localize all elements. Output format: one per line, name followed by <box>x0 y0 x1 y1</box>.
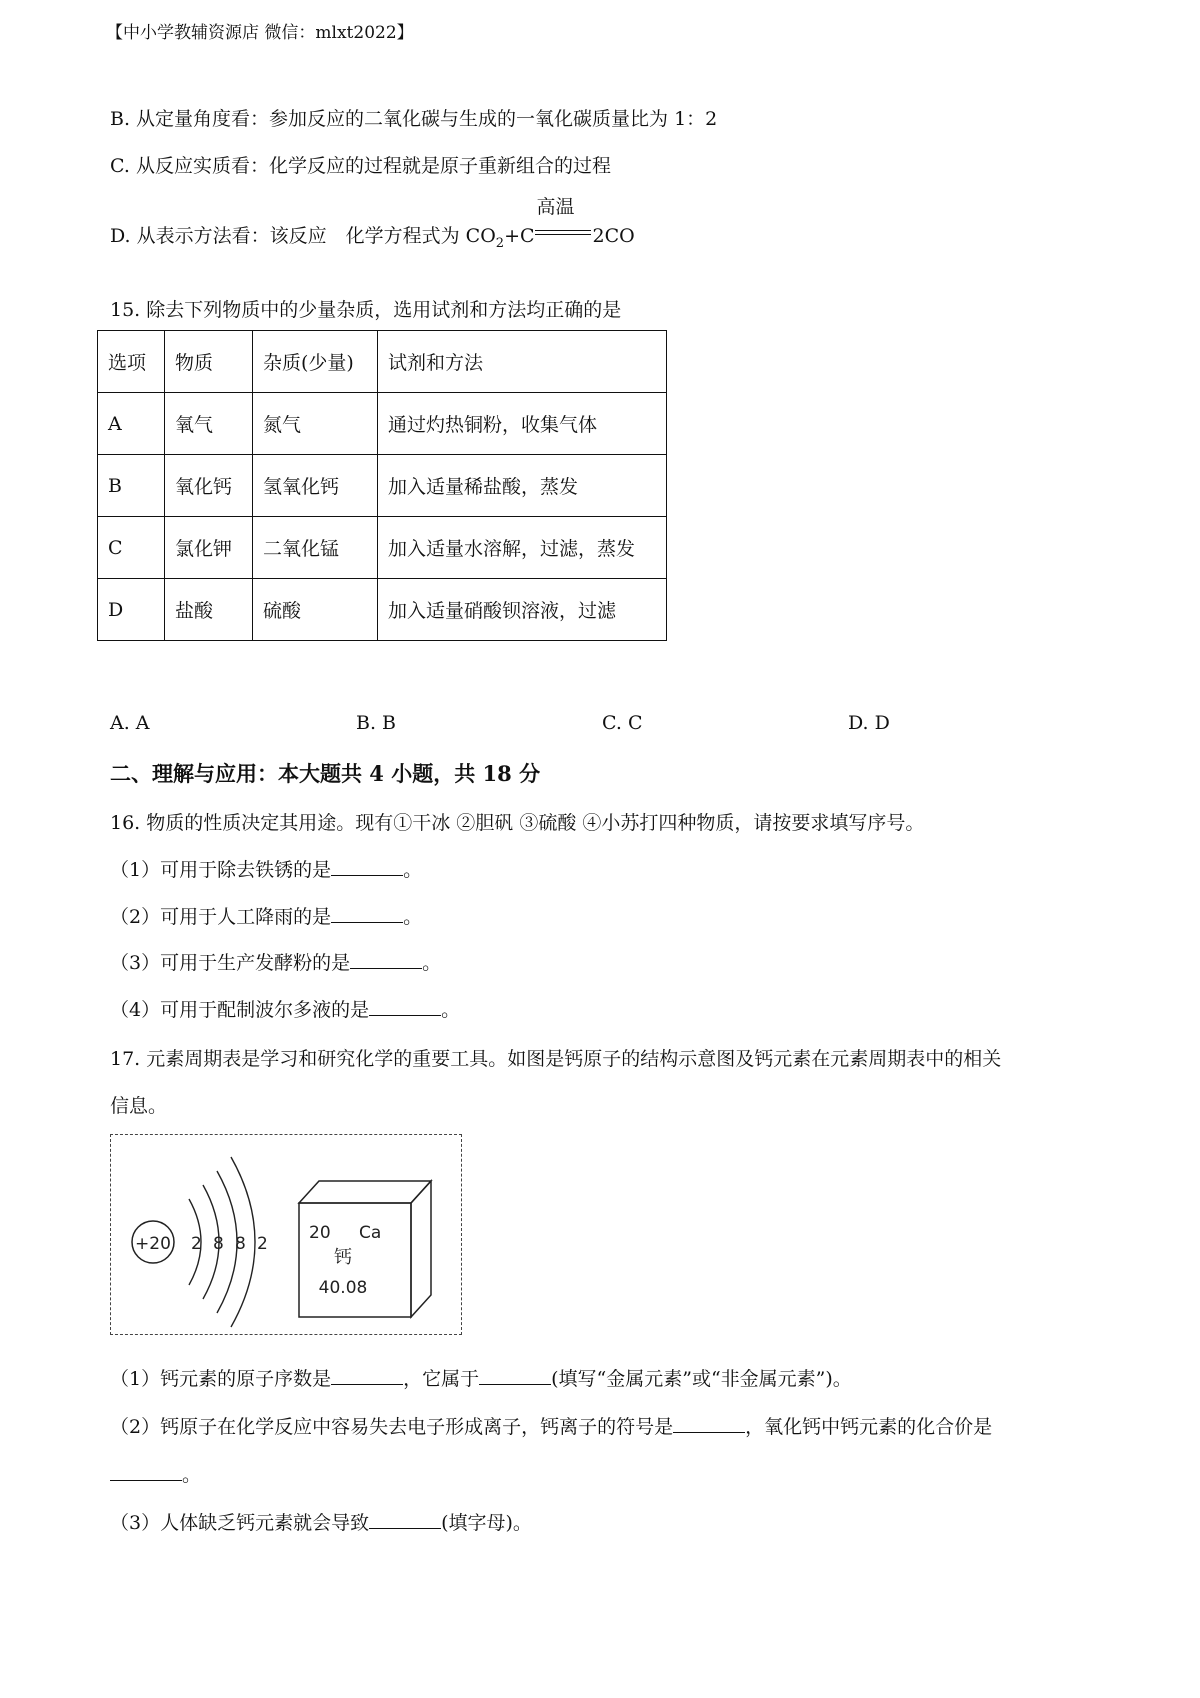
choice-b: B. B <box>356 712 397 734</box>
shell-count: 2 <box>191 1234 202 1254</box>
q17-part-1 <box>110 1364 852 1391</box>
q17-part-text: （3）人体缺乏钙元素就会导致 <box>110 1512 370 1534</box>
q16-part-1 <box>110 855 422 882</box>
answer-blank <box>673 1414 745 1433</box>
q16-part-end: 。 <box>441 999 461 1021</box>
table-header-cell: 试剂和方法 <box>378 331 667 393</box>
table-cell: 氮气 <box>253 393 378 455</box>
table-cell: 氯化钾 <box>165 517 253 579</box>
q17-part-text: ，它属于 <box>403 1368 480 1390</box>
table-row <box>98 517 667 579</box>
q16-part-4 <box>110 995 460 1022</box>
choice-c: C. C <box>602 712 643 734</box>
atomic-mass: 40.08 <box>318 1278 368 1298</box>
page-header: 【中小学教辅资源店 微信：mlxt2022】 <box>106 23 414 43</box>
q16-part-text: （3）可用于生产发酵粉的是 <box>110 952 351 974</box>
answer-blank <box>331 904 403 923</box>
answer-blank <box>369 997 441 1016</box>
table-cell: A <box>98 393 165 455</box>
q17-stem-line2: 信息。 <box>110 1095 168 1117</box>
q14-d-prefix: D. 从表示方法看：该反应 化学方程式为 CO <box>110 225 496 247</box>
table-cell: C <box>98 517 165 579</box>
table-cell: 氢氧化钙 <box>253 455 378 517</box>
answer-blank <box>369 1510 441 1529</box>
shell-count: 8 <box>213 1234 224 1254</box>
q15-stem: 15. 除去下列物质中的少量杂质，选用试剂和方法均正确的是 <box>110 299 622 321</box>
q16-stem: 16. 物质的性质决定其用途。现有①干冰 ②胆矾 ③硫酸 ④小苏打四种物质，请按要求填写序号。 <box>110 812 925 834</box>
table-cell: 氧气 <box>165 393 253 455</box>
table-cell: 氧化钙 <box>165 455 253 517</box>
cube-top-face <box>299 1181 431 1203</box>
table-header-cell: 物质 <box>165 331 253 393</box>
answer-blank <box>331 857 403 876</box>
calcium-figure <box>110 1134 462 1335</box>
table-header-cell: 杂质(少量) <box>253 331 378 393</box>
q17-part-text: （2）钙原子在化学反应中容易失去电子形成离子，钙离子的符号是 <box>110 1416 674 1438</box>
cube-front-face <box>299 1203 411 1317</box>
q17-part-text: ，氧化钙中钙元素的化合价是 <box>745 1416 993 1438</box>
choice-a: A. A <box>110 712 150 734</box>
cube-side-face <box>411 1181 431 1317</box>
table-row <box>98 579 667 641</box>
q14-d-mid: +C <box>504 225 535 247</box>
q17-part-text: (填字母)。 <box>441 1512 532 1534</box>
table-row <box>98 393 667 455</box>
table-cell: 加入适量硝酸钡溶液，过滤 <box>378 579 667 641</box>
q14-option-c: C. 从反应实质看：化学反应的过程就是原子重新组合的过程 <box>110 155 611 177</box>
calcium-figure-svg <box>111 1135 463 1336</box>
table-cell: 加入适量稀盐酸，蒸发 <box>378 455 667 517</box>
q17-part-2-cont <box>110 1460 201 1487</box>
q16-part-end: 。 <box>403 906 423 928</box>
nucleus-charge: +20 <box>135 1234 171 1254</box>
q16-part-text: （2）可用于人工降雨的是 <box>110 906 332 928</box>
answer-blank <box>110 1462 182 1481</box>
table-cell: 加入适量水溶解，过滤，蒸发 <box>378 517 667 579</box>
q14-d-suffix: 2CO <box>592 225 635 247</box>
element-symbol: Ca <box>359 1223 382 1243</box>
section-heading: 二、理解与应用：本大题共 4 小题，共 18 分 <box>110 761 541 786</box>
q14-option-d <box>110 196 635 251</box>
table-row <box>98 455 667 517</box>
table-cell: B <box>98 455 165 517</box>
q16-part-end: 。 <box>422 952 442 974</box>
reaction-condition <box>535 196 593 242</box>
reaction-condition-label: 高温 <box>536 196 575 218</box>
atomic-number: 20 <box>309 1223 331 1243</box>
element-name: 钙 <box>334 1247 352 1268</box>
q17-part-text: 。 <box>182 1464 202 1486</box>
q16-part-end: 。 <box>403 859 423 881</box>
answer-blank <box>350 950 422 969</box>
q17-part-text: （1）钙元素的原子序数是 <box>110 1368 332 1390</box>
table-cell: D <box>98 579 165 641</box>
q17-part-text: (填写“金属元素”或“非金属元素”)。 <box>551 1368 852 1390</box>
answer-blank <box>331 1366 403 1385</box>
answer-blank <box>479 1366 551 1385</box>
table-cell: 盐酸 <box>165 579 253 641</box>
q17-stem-line1: 17. 元素周期表是学习和研究化学的重要工具。如图是钙原子的结构示意图及钙元素在元素周期表中的相关 <box>110 1048 1002 1070</box>
q17-part-2 <box>110 1412 992 1439</box>
q16-part-3 <box>110 948 441 975</box>
choice-d: D. D <box>848 712 890 734</box>
q16-part-2 <box>110 902 422 929</box>
equal-bar-bottom <box>535 234 591 235</box>
shell-count: 8 <box>235 1234 246 1254</box>
q17-part-3 <box>110 1508 532 1535</box>
q14-d-subscript: 2 <box>495 236 505 251</box>
table-cell: 硫酸 <box>253 579 378 641</box>
table-cell: 通过灼热铜粉，收集气体 <box>378 393 667 455</box>
table-cell: 二氧化锰 <box>253 517 378 579</box>
q15-table <box>97 330 667 641</box>
equal-bar-top <box>535 230 591 231</box>
q16-part-text: （1）可用于除去铁锈的是 <box>110 859 332 881</box>
table-header-row <box>98 331 667 393</box>
shell-count: 2 <box>257 1234 268 1254</box>
table-header-cell: 选项 <box>98 331 165 393</box>
q14-option-b: B. 从定量角度看：参加反应的二氧化碳与生成的一氧化碳质量比为 1：2 <box>110 108 718 130</box>
q16-part-text: （4）可用于配制波尔多液的是 <box>110 999 370 1021</box>
